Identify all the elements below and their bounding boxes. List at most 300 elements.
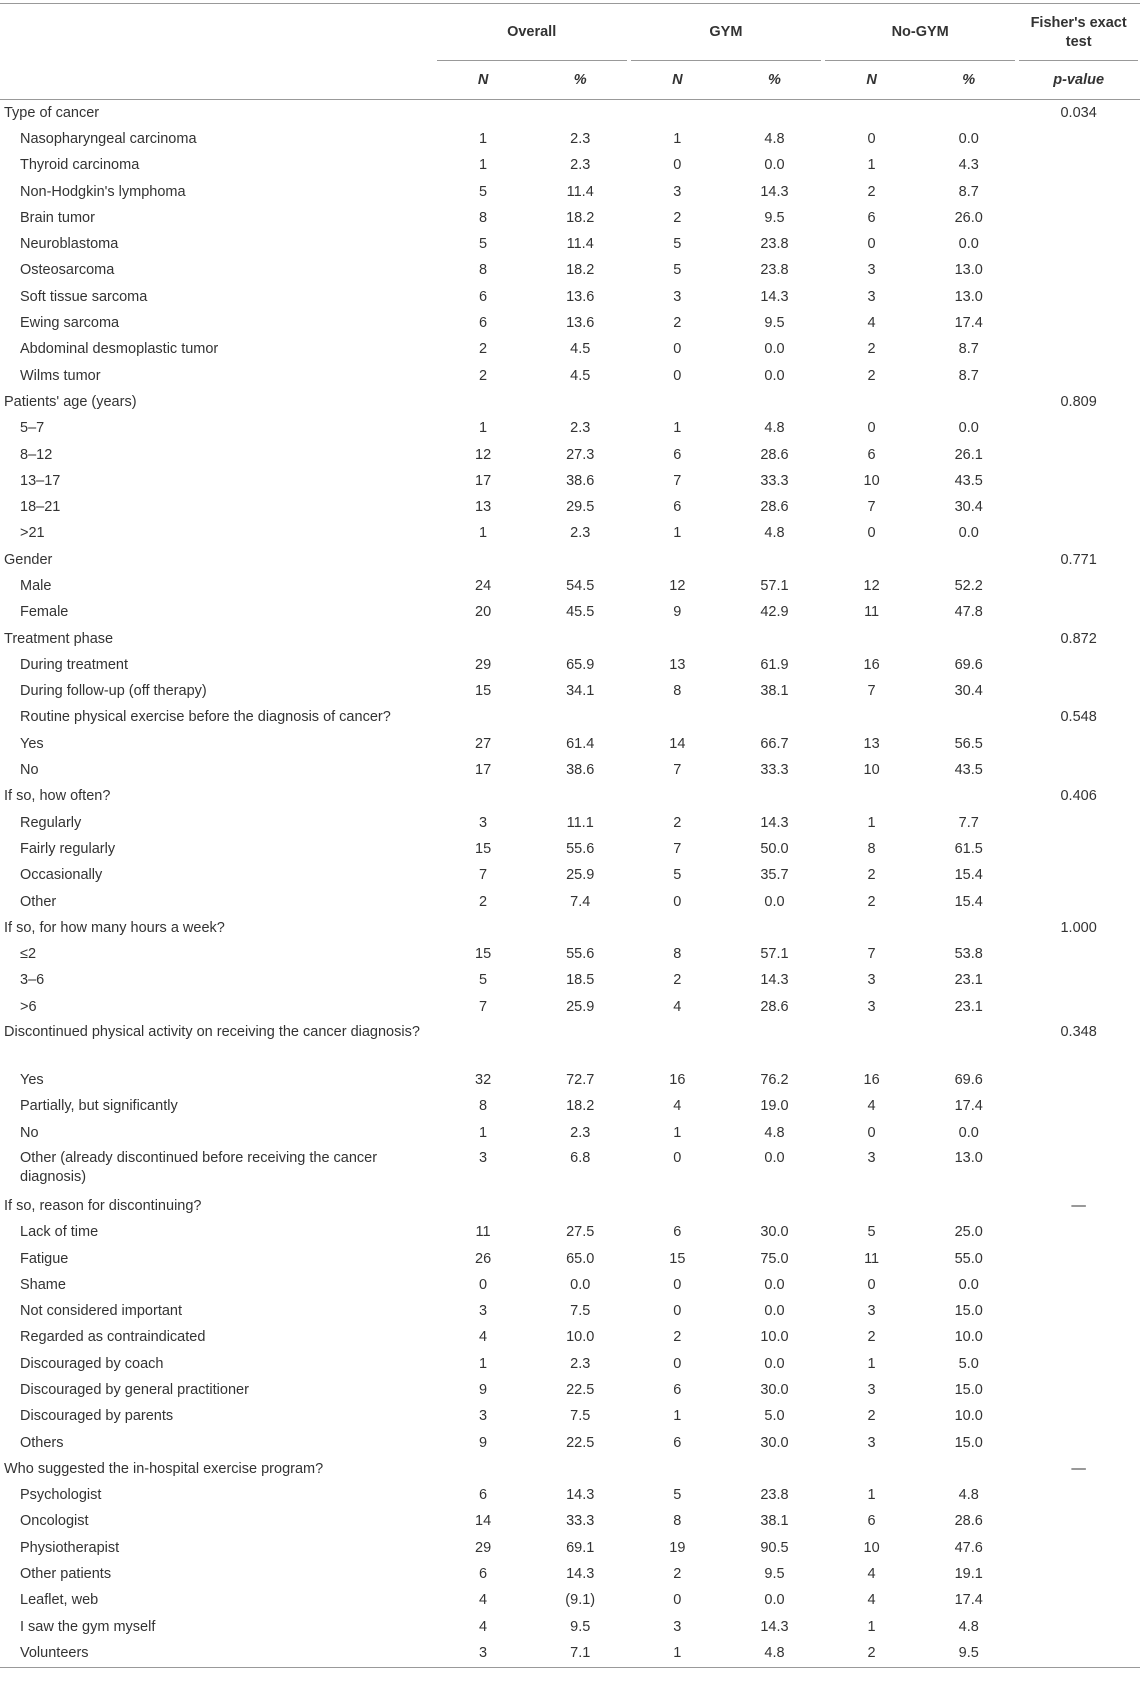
table-header [0, 4, 1140, 100]
section-row [0, 784, 1140, 810]
cell-gym-n: 6 [673, 446, 682, 463]
cell-gym-n: 0 [673, 1303, 682, 1320]
header-gym [629, 4, 823, 62]
cell-overall-pct: 7.4 [570, 893, 591, 910]
cell-overall-pct: (9.1) [565, 1592, 596, 1609]
cell-overall-pct: 27.5 [566, 1224, 595, 1241]
cell-nogym-pct: 17.4 [954, 1098, 983, 1115]
cell-nogym-n: 6 [867, 446, 876, 463]
cell-nogym-n [823, 1020, 920, 1067]
cell-overall-n: 3 [479, 1644, 488, 1661]
cell-overall-n: 15 [475, 683, 492, 700]
row-label: During treatment [20, 656, 128, 673]
cell-nogym-pct [920, 1456, 1017, 1482]
cell-nogym-pct [920, 915, 1017, 941]
cell-nogym-n: 3 [867, 998, 876, 1015]
table-row [0, 994, 1140, 1020]
cell-gym-n [629, 547, 726, 573]
cell-nogym-n: 0 [867, 236, 876, 253]
row-label: Yes [20, 1072, 44, 1089]
cell-gym-pct: 5.0 [764, 1408, 785, 1425]
table-row [0, 337, 1140, 363]
row-label: Regularly [20, 814, 82, 831]
table-row [0, 1246, 1140, 1272]
cell-gym-pct: 4.8 [764, 1124, 785, 1141]
cell-pvalue [1017, 731, 1140, 757]
cell-overall-pct [532, 389, 629, 415]
cell-nogym-pct: 17.4 [954, 1592, 983, 1609]
cell-gym-pct: 23.8 [760, 236, 789, 253]
cell-gym-pct [726, 547, 823, 573]
table-row [0, 363, 1140, 389]
cell-nogym-pct: 13.0 [954, 288, 983, 305]
row-label: Leaflet, web [20, 1592, 99, 1609]
cell-overall-n: 6 [479, 288, 488, 305]
table-row [0, 468, 1140, 494]
table-row [0, 1120, 1140, 1146]
cell-overall-pct: 45.5 [566, 604, 595, 621]
cell-nogym-pct: 26.1 [954, 446, 983, 463]
cell-nogym-n: 3 [867, 1150, 876, 1167]
cell-overall-pct: 4.5 [570, 341, 591, 358]
table-row [0, 1588, 1140, 1614]
cell-gym-pct: 0.0 [764, 341, 785, 358]
cell-nogym-pct: 7.7 [958, 814, 979, 831]
cell-overall-pct: 18.5 [566, 972, 595, 989]
cell-overall-pct: 69.1 [566, 1539, 595, 1556]
cell-nogym-n: 0 [867, 420, 876, 437]
table-row [0, 231, 1140, 257]
cell-gym-n: 4 [673, 1098, 682, 1115]
cell-gym-pct: 76.2 [760, 1072, 789, 1089]
row-label: Nasopharyngeal carcinoma [20, 130, 197, 147]
cell-overall-n: 17 [475, 762, 492, 779]
cell-nogym-n [823, 705, 920, 731]
row-label: Other (already discontinued before receiving the cancer diagnosis) [20, 1150, 378, 1186]
cell-overall-n: 15 [475, 840, 492, 857]
cell-overall-pct: 7.1 [570, 1644, 591, 1661]
cell-gym-pct: 30.0 [760, 1382, 789, 1398]
cell-pvalue [1017, 757, 1140, 783]
cell-overall-pct: 38.6 [566, 472, 595, 489]
cell-gym-pct: 57.1 [760, 946, 789, 963]
cell-overall-n: 1 [479, 1355, 488, 1372]
cell-nogym-n: 1 [867, 1618, 876, 1635]
cell-gym-pct [726, 1193, 823, 1219]
section-row [0, 547, 1140, 573]
cell-pvalue [1017, 1614, 1140, 1640]
cell-overall-pct [532, 626, 629, 652]
row-label: >6 [20, 998, 37, 1015]
cell-nogym-n: 2 [867, 1644, 876, 1661]
cell-overall-pct: 54.5 [566, 577, 595, 594]
row-label: Non-Hodgkin's lymphoma [20, 183, 186, 200]
cell-nogym-n [823, 389, 920, 415]
table-row [0, 416, 1140, 442]
cell-gym-pct: 14.3 [760, 814, 789, 831]
table-row [0, 652, 1140, 678]
cell-overall-pct [532, 784, 629, 810]
section-label: Type of cancer [4, 104, 100, 121]
cell-nogym-pct [920, 1193, 1017, 1219]
row-label: Male [20, 577, 52, 594]
cell-overall-n: 9 [479, 1434, 488, 1451]
cell-gym-n: 7 [673, 762, 682, 779]
section-label: Patients' age (years) [4, 393, 137, 410]
cell-overall-pct: 9.5 [570, 1618, 591, 1635]
cell-gym-pct [726, 915, 823, 941]
cell-pvalue [1017, 652, 1140, 678]
cell-overall-n: 6 [479, 1487, 488, 1504]
cell-nogym-pct: 47.8 [954, 604, 983, 621]
cell-nogym-pct: 8.7 [958, 183, 979, 200]
cell-overall-n [435, 389, 532, 415]
cell-overall-n [435, 626, 532, 652]
cell-pvalue: 0.872 [1060, 630, 1097, 647]
cell-pvalue: 0.771 [1060, 551, 1097, 568]
row-label: Volunteers [20, 1644, 89, 1661]
cell-gym-n: 1 [673, 420, 682, 437]
header-overall-label: Overall [507, 24, 557, 40]
table-row [0, 442, 1140, 468]
cell-pvalue [1017, 1377, 1140, 1403]
cell-gym-n [629, 784, 726, 810]
cell-overall-n: 6 [479, 315, 488, 332]
table-row [0, 126, 1140, 152]
cell-nogym-pct: 28.6 [954, 1513, 983, 1530]
table-row [0, 153, 1140, 179]
cell-pvalue [1017, 337, 1140, 363]
cell-nogym-pct: 0.0 [958, 525, 979, 542]
cell-gym-pct [726, 1020, 823, 1067]
header-gym-label: GYM [709, 24, 743, 40]
cell-overall-n [435, 1020, 532, 1067]
cell-overall-pct: 33.3 [566, 1513, 595, 1530]
cell-nogym-pct: 15.0 [954, 1434, 983, 1451]
table-row [0, 1404, 1140, 1430]
cell-gym-pct: 66.7 [760, 735, 789, 752]
cell-nogym-n: 8 [867, 840, 876, 857]
table-row [0, 205, 1140, 231]
cell-overall-n: 17 [475, 472, 492, 489]
cell-overall-pct [532, 705, 629, 731]
cell-pvalue [1017, 968, 1140, 994]
header-nogym-label: No-GYM [891, 24, 949, 40]
cell-overall-n: 0 [479, 1276, 488, 1293]
cell-overall-pct: 22.5 [566, 1434, 595, 1451]
cell-pvalue [1017, 416, 1140, 442]
cell-gym-pct: 28.6 [760, 446, 789, 463]
cell-overall-pct: 55.6 [566, 840, 595, 857]
cell-gym-n: 2 [673, 209, 682, 226]
cell-nogym-pct: 4.8 [958, 1618, 979, 1635]
cell-pvalue [1017, 468, 1140, 494]
row-label: Yes [20, 735, 44, 752]
cell-overall-n [435, 100, 532, 127]
cell-overall-pct [532, 547, 629, 573]
cell-overall-n: 3 [479, 1150, 488, 1167]
cell-gym-pct: 0.0 [764, 1303, 785, 1320]
row-label: Fatigue [20, 1250, 69, 1267]
row-label: 5–7 [20, 420, 45, 437]
cell-gym-n: 0 [673, 1276, 682, 1293]
cell-gym-n: 0 [673, 1592, 682, 1609]
cell-nogym-pct: 5.0 [958, 1355, 979, 1372]
cell-pvalue [1017, 836, 1140, 862]
cell-pvalue [1017, 231, 1140, 257]
table-row [0, 1146, 1140, 1193]
cell-nogym-n: 0 [867, 130, 876, 147]
cell-overall-pct: 18.2 [566, 262, 595, 279]
cell-gym-n: 13 [669, 656, 686, 673]
cell-nogym-pct: 15.4 [954, 867, 983, 884]
cell-overall-n: 7 [479, 998, 488, 1015]
table-row [0, 1272, 1140, 1298]
cell-overall-n [435, 1456, 532, 1482]
cell-nogym-pct [920, 626, 1017, 652]
header-row-sub [0, 61, 1140, 100]
cell-pvalue [1017, 1588, 1140, 1614]
cell-gym-pct [726, 626, 823, 652]
cell-nogym-pct: 30.4 [954, 499, 983, 516]
row-label: I saw the gym myself [20, 1618, 156, 1635]
cell-overall-pct: 13.6 [566, 288, 595, 305]
cell-nogym-pct: 47.6 [954, 1539, 983, 1556]
table-row [0, 1640, 1140, 1667]
cell-nogym-n [823, 100, 920, 127]
cell-nogym-n: 7 [867, 946, 876, 963]
cell-pvalue: 0.406 [1060, 788, 1097, 805]
cell-pvalue: 0.809 [1060, 393, 1097, 410]
cell-overall-pct: 4.5 [570, 367, 591, 384]
table-row [0, 705, 1140, 731]
cell-overall-n: 3 [479, 1408, 488, 1425]
cell-overall-pct: 65.0 [566, 1250, 595, 1267]
cell-nogym-pct: 43.5 [954, 472, 983, 489]
cell-nogym-pct: 30.4 [954, 683, 983, 700]
cell-overall-n: 4 [479, 1618, 488, 1635]
cell-pvalue [1017, 810, 1140, 836]
cell-nogym-pct: 4.8 [958, 1487, 979, 1504]
cell-gym-n: 2 [673, 972, 682, 989]
cell-gym-n: 1 [673, 130, 682, 147]
cell-gym-pct: 4.8 [764, 525, 785, 542]
cell-gym-n: 9 [673, 604, 682, 621]
cell-pvalue [1017, 258, 1140, 284]
cell-nogym-n: 1 [867, 1355, 876, 1372]
cell-pvalue [1017, 1120, 1140, 1146]
cell-gym-pct: 57.1 [760, 577, 789, 594]
header-nogym-pct: % [962, 72, 976, 88]
cell-nogym-pct: 9.5 [958, 1644, 979, 1661]
cell-nogym-pct: 55.0 [954, 1250, 983, 1267]
cell-gym-pct: 90.5 [760, 1539, 789, 1556]
cell-gym-n: 0 [673, 893, 682, 910]
section-label: Treatment phase [4, 630, 114, 647]
cell-gym-pct: 75.0 [760, 1250, 789, 1267]
cell-gym-pct [726, 784, 823, 810]
row-label: Osteosarcoma [20, 262, 115, 279]
cell-overall-n: 2 [479, 341, 488, 358]
cell-overall-n: 15 [475, 946, 492, 963]
cell-gym-pct: 14.3 [760, 1618, 789, 1635]
cell-nogym-pct: 53.8 [954, 946, 983, 963]
cell-gym-pct: 14.3 [760, 183, 789, 200]
cell-pvalue [1017, 942, 1140, 968]
cell-nogym-n: 16 [863, 1072, 880, 1089]
table-row [0, 1067, 1140, 1093]
cell-gym-pct: 23.8 [760, 1487, 789, 1504]
cell-nogym-pct: 15.0 [954, 1382, 983, 1398]
cell-nogym-pct [920, 389, 1017, 415]
cell-overall-n: 2 [479, 367, 488, 384]
cell-overall-pct [532, 100, 629, 127]
table-row [0, 1325, 1140, 1351]
cell-overall-pct: 22.5 [566, 1382, 595, 1398]
cell-gym-n: 2 [673, 315, 682, 332]
cell-nogym-n: 7 [867, 499, 876, 516]
row-label: Brain tumor [20, 209, 95, 226]
cell-gym-n: 4 [673, 998, 682, 1015]
cell-gym-n: 0 [673, 367, 682, 384]
row-label: Not considered important [20, 1303, 182, 1320]
cell-gym-n: 5 [673, 1487, 682, 1504]
row-label: Discouraged by general practitioner [20, 1382, 249, 1398]
row-label: Ewing sarcoma [20, 315, 120, 332]
cell-nogym-n [823, 784, 920, 810]
table-row [0, 258, 1140, 284]
cell-gym-pct: 0.0 [764, 1355, 785, 1372]
header-blank [0, 4, 435, 62]
header-nogym-n: N [866, 72, 877, 88]
cell-gym-pct: 4.8 [764, 130, 785, 147]
section-row [0, 389, 1140, 415]
section-row [0, 915, 1140, 941]
cell-nogym-n: 1 [867, 157, 876, 174]
cell-nogym-n: 2 [867, 367, 876, 384]
cell-overall-n: 3 [479, 814, 488, 831]
cell-pvalue [1017, 1561, 1140, 1587]
cell-gym-n: 19 [669, 1539, 686, 1556]
cell-overall-pct: 2.3 [570, 130, 591, 147]
cell-overall-n: 1 [479, 420, 488, 437]
cell-gym-pct: 0.0 [764, 157, 785, 174]
row-label: Other patients [20, 1566, 112, 1583]
cell-overall-n [435, 1193, 532, 1219]
cell-overall-n: 7 [479, 867, 488, 884]
cell-gym-pct: 0.0 [764, 367, 785, 384]
cell-nogym-pct: 0.0 [958, 1276, 979, 1293]
cell-pvalue [1017, 1430, 1140, 1456]
cell-gym-n: 16 [669, 1072, 686, 1089]
cell-pvalue [1017, 1220, 1140, 1246]
cell-overall-pct: 7.5 [570, 1303, 591, 1320]
cell-gym-n: 6 [673, 1382, 682, 1398]
cell-overall-pct: 10.0 [566, 1329, 595, 1346]
row-label: Lack of time [20, 1224, 99, 1241]
cell-pvalue [1017, 205, 1140, 231]
cell-overall-n: 14 [475, 1513, 492, 1530]
row-label: Partially, but significantly [20, 1098, 178, 1115]
table-row [0, 1430, 1140, 1456]
cell-gym-pct: 19.0 [760, 1098, 789, 1115]
row-label: Physiotherapist [20, 1539, 120, 1556]
cell-gym-n [629, 915, 726, 941]
cell-overall-n [435, 547, 532, 573]
table-row [0, 757, 1140, 783]
cell-nogym-n: 3 [867, 1303, 876, 1320]
cell-gym-n [629, 100, 726, 127]
cell-gym-n: 8 [673, 683, 682, 700]
cell-pvalue [1017, 442, 1140, 468]
cell-gym-pct: 33.3 [760, 762, 789, 779]
cell-gym-pct: 28.6 [760, 998, 789, 1015]
cell-overall-n: 13 [475, 499, 492, 516]
cell-nogym-n [823, 547, 920, 573]
cell-nogym-n: 3 [867, 1434, 876, 1451]
table-row [0, 1483, 1140, 1509]
cell-overall-pct: 11.4 [566, 236, 594, 253]
cell-nogym-n: 4 [867, 1566, 876, 1583]
cell-overall-n [435, 705, 532, 731]
cell-overall-pct: 2.3 [570, 525, 591, 542]
table-row [0, 310, 1140, 336]
cell-nogym-n [823, 1193, 920, 1219]
cell-overall-pct: 72.7 [566, 1072, 595, 1089]
cell-nogym-pct: 15.0 [954, 1303, 983, 1320]
cell-pvalue [1017, 679, 1140, 705]
cell-nogym-pct: 0.0 [958, 130, 979, 147]
cell-nogym-pct: 56.5 [954, 735, 983, 752]
cell-gym-pct: 0.0 [764, 893, 785, 910]
header-gym-pct: % [768, 72, 781, 88]
header-overall-pct: % [573, 72, 587, 88]
cell-gym-n [629, 389, 726, 415]
row-label: Psychologist [20, 1487, 102, 1504]
cell-gym-n: 5 [673, 236, 682, 253]
cell-pvalue: 0.548 [1060, 709, 1097, 726]
row-label: Other [20, 893, 57, 910]
row-label: Discouraged by coach [20, 1355, 164, 1372]
cell-overall-n: 1 [479, 157, 488, 174]
cell-pvalue [1017, 863, 1140, 889]
row-label: Thyroid carcinoma [20, 157, 140, 174]
cell-nogym-pct: 8.7 [958, 341, 979, 358]
row-label: 3–6 [20, 972, 45, 989]
cell-gym-pct: 0.0 [764, 1276, 785, 1293]
header-overall-n: N [477, 72, 489, 88]
cell-gym-pct: 14.3 [760, 288, 789, 305]
cell-overall-pct: 7.5 [570, 1408, 591, 1425]
table-row [0, 1377, 1140, 1403]
cell-overall-pct: 65.9 [566, 656, 595, 673]
row-label: Female [20, 604, 69, 621]
cell-nogym-pct: 26.0 [954, 209, 983, 226]
row-label: 8–12 [20, 446, 53, 463]
cell-gym-pct: 9.5 [764, 1566, 785, 1583]
cell-overall-n: 5 [479, 183, 488, 200]
cell-nogym-n: 6 [867, 1513, 876, 1530]
cell-nogym-pct: 23.1 [954, 998, 983, 1015]
cell-overall-n: 12 [475, 446, 492, 463]
cell-pvalue [1017, 284, 1140, 310]
row-label: Routine physical exercise before the diagnosis of cancer? [20, 709, 391, 726]
cell-overall-pct: 38.6 [566, 762, 595, 779]
row-label: Occasionally [20, 867, 103, 884]
cell-overall-pct: 2.3 [570, 157, 591, 174]
cell-pvalue [1017, 310, 1140, 336]
cell-nogym-n: 3 [867, 972, 876, 989]
